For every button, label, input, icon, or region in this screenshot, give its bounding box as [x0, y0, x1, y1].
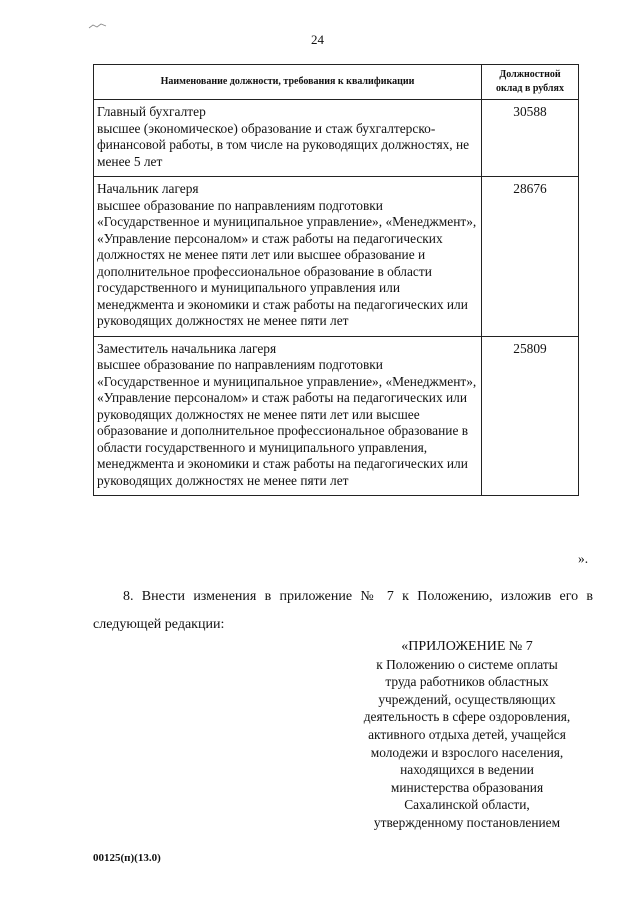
table-row: [94, 100, 579, 177]
appendix-line: труда работников областных: [385, 674, 549, 690]
position-title: Начальник лагеря: [97, 181, 199, 196]
appendix-line: к Положению о системе оплаты: [376, 656, 558, 672]
appendix-line: министерства образования: [390, 779, 544, 795]
position-requirements: высшее (экономическое) образование и стаж бухгалтерско-финансовой работы, в том числе на руководящих должностях, не менее 5 лет: [97, 120, 470, 169]
appendix-title: «ПРИЛОЖЕНИЕ № 7: [401, 639, 533, 654]
column-header-salary: Должностной оклад в рублях: [482, 65, 579, 100]
document-code: 00125(п)(13.0): [93, 852, 161, 864]
salary-table: [93, 64, 579, 496]
appendix-line: деятельность в сфере оздоровления,: [363, 709, 571, 725]
scan-artifact-mark: [88, 22, 108, 30]
appendix-line: Сахалинской области,: [404, 797, 530, 813]
appendix-line: утвержденному постановлением: [373, 814, 561, 830]
appendix-line: молодежи и взрослого населения,: [370, 744, 564, 760]
position-cell: [94, 177, 482, 337]
appendix-line: находящихся в ведении: [400, 762, 534, 778]
position-title: Заместитель начальника лагеря: [97, 340, 277, 356]
table-row: [94, 177, 579, 337]
salary-cell: 25809: [482, 336, 579, 496]
page-number: 24: [311, 32, 324, 47]
position-requirements: высшее образование по направлениям подготовки «Государственное и муниципальное управление», «Менеджмент», «Управление персоналом» и стаж работы на педагогических должностях не менее пяти лет или высшее образование и дополнительное профессиональное образование в области государственного и муниципального управления или менеджмента и экономики и стаж работы на педагогических или руководящих должностях не менее пяти лет: [97, 197, 477, 328]
appendix-line: учреждений, осуществляющих: [378, 691, 556, 707]
position-title: Главный бухгалтер: [97, 104, 206, 119]
position-cell: [94, 336, 482, 496]
column-header-position: Наименование должности, требования к квалификации: [94, 65, 482, 100]
appendix-line: активного отдыха детей, учащейся: [368, 726, 566, 742]
salary-cell: 30588: [482, 100, 579, 177]
appendix-heading-block: [342, 638, 592, 832]
instruction-paragraph: 8. Внести изменения в приложение № 7 к Положению, изложив его в следующей редакции:: [93, 589, 593, 632]
salary-cell: 28676: [482, 177, 579, 337]
position-cell: [94, 100, 482, 177]
table-header-row: [94, 65, 579, 100]
closing-quote: ».: [578, 551, 589, 566]
table-row: [94, 336, 579, 496]
position-requirements: высшее образование по направлениям подготовки «Государственное и муниципальное управление», «Менеджмент», «Управление персоналом» и стаж работы на педагогических или руководящих должностях не менее пяти лет или высшее образование и дополнительное профессиональное образование в области государственного и муниципального управления, менеджмента и экономики и стаж работы на педагогических или руководящих должностях не менее пяти лет: [97, 357, 477, 488]
